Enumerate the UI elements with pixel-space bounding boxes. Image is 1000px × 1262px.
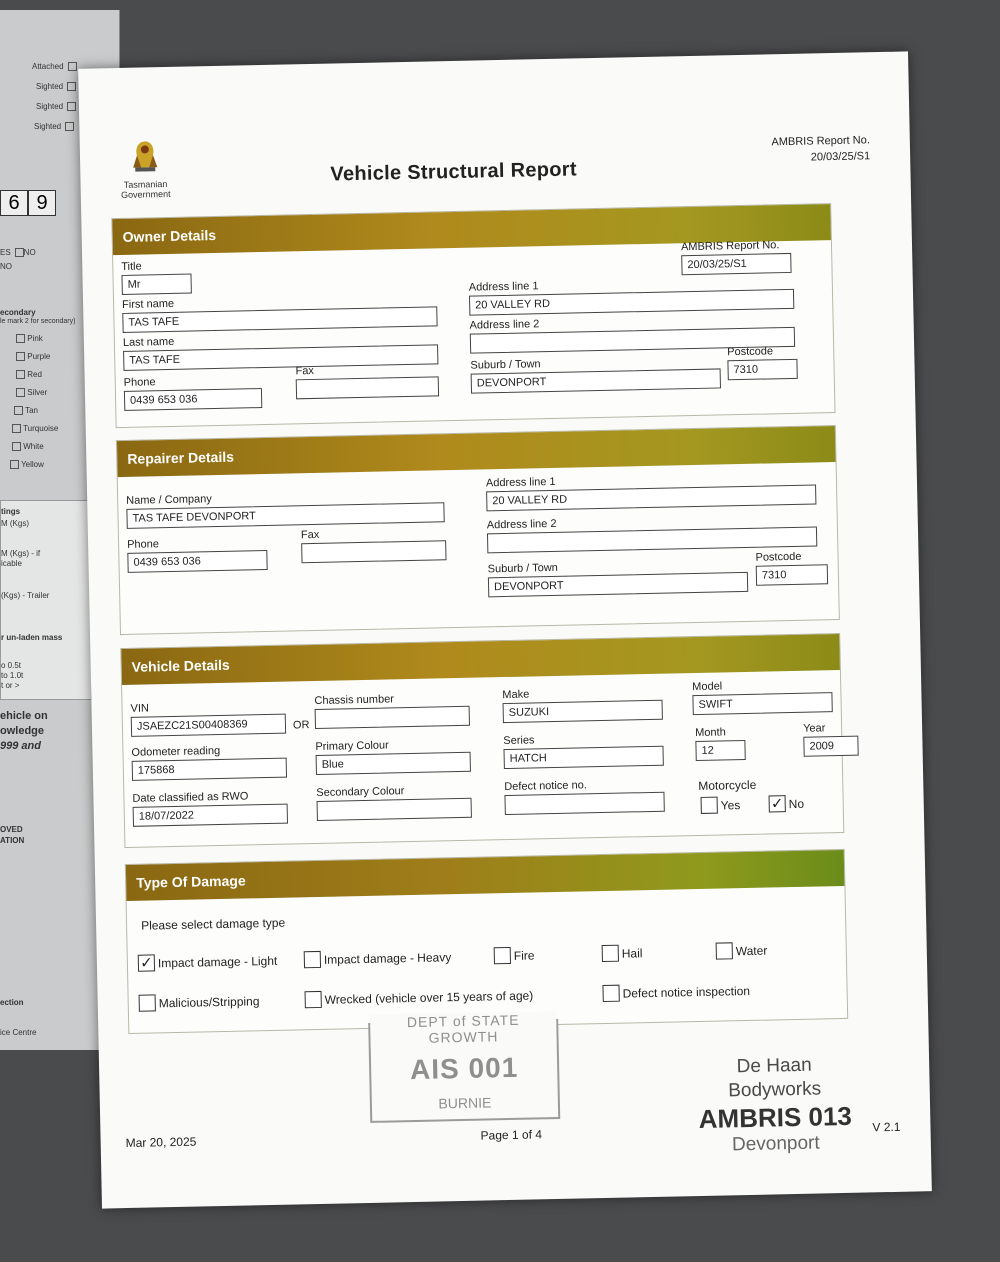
field-value[interactable]: JSAEZC21S00408369 — [131, 714, 286, 737]
field-value[interactable]: DEVONPORT — [488, 572, 748, 597]
stamp-business-name: De Haan — [736, 1054, 812, 1078]
unladen-label: r un-laden mass — [1, 633, 63, 642]
attached-label: Attached — [32, 62, 77, 71]
owner-details-heading: Owner Details — [112, 204, 831, 255]
checkbox-label: Hail — [621, 945, 643, 961]
knowledge-text: owledge — [0, 725, 45, 737]
field-value[interactable]: 20 VALLEY RD — [469, 289, 794, 316]
model-field[interactable] — [692, 678, 833, 715]
field-label: Name / Company — [126, 493, 212, 507]
field-value[interactable]: TAS TAFE DEVONPORT — [126, 502, 444, 529]
damage-wrecked-checkbox[interactable] — [305, 986, 534, 1008]
secondary-colour-field[interactable] — [316, 784, 472, 821]
field-value[interactable]: 18/07/2022 — [133, 804, 288, 827]
make-field[interactable] — [502, 686, 663, 723]
colour-item: Red — [12, 370, 42, 379]
mass-range: o 0.5t — [1, 661, 22, 670]
colour-item: Yellow — [6, 460, 44, 469]
owner-report-no-field[interactable] — [681, 239, 792, 275]
vehicle-details-section — [120, 633, 844, 848]
field-label: Postcode — [727, 345, 774, 359]
owner-address1-field[interactable] — [469, 275, 795, 316]
field-label: Defect notice no. — [504, 779, 587, 794]
repairer-postcode-field[interactable] — [755, 550, 828, 586]
field-label: AMBRIS Report No. — [680, 239, 780, 254]
damage-defect-inspection-checkbox[interactable] — [602, 982, 750, 1002]
owner-title-field[interactable] — [121, 259, 192, 294]
checkbox-label: Malicious/Stripping — [158, 993, 260, 1010]
checkbox-label: No — [788, 796, 805, 811]
kgs-if-label: M (Kgs) - if — [1, 549, 41, 558]
field-value[interactable]: TAS TAFE — [123, 344, 438, 371]
month-field[interactable] — [695, 726, 746, 761]
checkbox-square[interactable] — [304, 951, 321, 968]
damage-water-checkbox[interactable] — [716, 942, 768, 960]
field-label: First name — [121, 297, 175, 311]
stamp-ais-text: AIS 001 — [409, 1051, 519, 1086]
field-value[interactable]: Mr — [121, 273, 191, 294]
field-label: Odometer reading — [131, 744, 221, 759]
field-value[interactable]: SUZUKI — [503, 700, 663, 723]
field-value[interactable]: 175868 — [132, 758, 287, 781]
approved-text: OVED — [0, 825, 23, 834]
service-centre-text: ice Centre — [0, 1028, 37, 1037]
damage-hail-checkbox[interactable] — [602, 944, 643, 962]
field-value[interactable]: 20/03/25/S1 — [681, 253, 791, 275]
checkbox-label: Wrecked (vehicle over 15 years of age) — [324, 987, 534, 1007]
checkbox-square[interactable] — [602, 985, 619, 1002]
repairer-name-field[interactable] — [126, 488, 445, 529]
field-label: Address line 1 — [468, 280, 539, 294]
sighted-label: Sighted — [34, 122, 74, 131]
chassis-field[interactable] — [314, 692, 470, 729]
field-label: Address line 1 — [485, 475, 556, 490]
vehicle-structural-report-page — [78, 51, 932, 1208]
footer-version: V 2.1 — [872, 1119, 901, 1135]
report-no-value: 20/03/25/S1 — [810, 150, 871, 164]
field-label: Postcode — [755, 550, 802, 564]
mass-range: to 1.0t — [1, 671, 24, 680]
field-label: Address line 2 — [486, 517, 557, 532]
field-value[interactable]: 7310 — [727, 359, 797, 380]
checkbox-yes[interactable] — [701, 797, 718, 814]
year-field[interactable] — [803, 722, 859, 757]
field-label: Series — [503, 734, 535, 748]
stamp-location-text: BURNIE — [438, 1094, 492, 1112]
checkbox-label: Impact damage - Heavy — [323, 949, 452, 967]
field-label: Suburb / Town — [470, 358, 541, 372]
field-label: Secondary Colour — [316, 785, 405, 799]
damage-fire-checkbox[interactable] — [494, 946, 535, 964]
motorcycle-no-checkbox[interactable] — [769, 795, 805, 813]
header-report-number — [771, 132, 870, 166]
field-value[interactable] — [315, 706, 470, 729]
section-text: ection — [0, 998, 24, 1007]
field-value[interactable]: 0439 653 036 — [124, 388, 262, 411]
mass-panel — [0, 500, 92, 700]
vehicle-on-text: ehicle on — [0, 710, 48, 722]
odometer-field[interactable] — [131, 744, 287, 781]
field-label: Chassis number — [314, 693, 395, 708]
field-label: Last name — [122, 335, 175, 349]
field-value[interactable]: 20 VALLEY RD — [486, 484, 816, 511]
repairer-details-heading: Repairer Details — [117, 426, 836, 477]
owner-details-section — [111, 203, 835, 428]
digit-box: 9 — [28, 190, 56, 216]
repairer-fax-field[interactable] — [301, 526, 447, 563]
repairer-details-section — [116, 425, 840, 635]
checkmark-icon[interactable]: ✓ — [769, 795, 786, 812]
stamp-business-location: Devonport — [731, 1132, 820, 1156]
motorcycle-yes-checkbox[interactable] — [701, 796, 741, 814]
damage-impact-light-checkbox[interactable] — [138, 952, 278, 972]
field-value[interactable]: SWIFT — [692, 692, 832, 715]
business-stamp — [689, 1053, 861, 1159]
damage-impact-heavy-checkbox[interactable] — [304, 948, 452, 968]
checkmark-icon[interactable]: ✓ — [138, 954, 155, 971]
primary-colour-field[interactable] — [315, 738, 471, 775]
checkbox-label: Water — [735, 943, 768, 958]
type-of-damage-section — [125, 849, 848, 1034]
field-label: Month — [695, 726, 726, 740]
tings-label: tings — [1, 507, 21, 516]
colour-item: Purple — [12, 352, 50, 361]
logo-text: Tasmanian Government — [120, 178, 171, 200]
colour-item: Silver — [12, 388, 47, 397]
field-label: Date classified as RWO — [132, 790, 249, 805]
checkbox-label: Fire — [513, 947, 535, 963]
vehicle-details-heading: Vehicle Details — [121, 634, 840, 685]
series-field[interactable] — [503, 732, 664, 769]
checkbox-square[interactable] — [305, 991, 322, 1008]
secondary-label: econdary — [0, 308, 36, 317]
repairer-address1-field[interactable] — [486, 470, 817, 511]
field-label: Make — [502, 688, 530, 702]
kgs-label: M (Kgs) — [1, 519, 29, 528]
digit-box: 6 — [0, 190, 28, 216]
field-label: Address line 2 — [469, 318, 540, 332]
owner-fax-field[interactable] — [295, 362, 439, 399]
damage-prompt: Please select damage type — [140, 915, 286, 933]
repairer-phone-field[interactable] — [127, 536, 268, 573]
owner-postcode-field[interactable] — [727, 345, 798, 380]
field-label: Model — [692, 680, 723, 694]
sighted-label: Sighted — [36, 102, 76, 111]
tasmanian-government-logo — [110, 137, 181, 200]
stamp-business-type: Bodyworks — [728, 1078, 822, 1102]
owner-first-name-field[interactable] — [122, 292, 438, 333]
field-label: Phone — [123, 376, 156, 389]
field-label: Primary Colour — [315, 739, 389, 753]
field-value[interactable] — [317, 798, 472, 821]
year-text: 999 and — [0, 740, 41, 752]
rwo-date-field[interactable] — [132, 790, 288, 827]
checkbox-square[interactable] — [716, 942, 733, 959]
footer-date: Mar 20, 2025 — [125, 1134, 197, 1151]
location-text: ATION — [0, 836, 25, 845]
field-value[interactable]: 0439 653 036 — [127, 550, 267, 573]
coat-of-arms-icon — [127, 137, 164, 178]
or-label: OR — [292, 719, 310, 732]
field-value[interactable]: 12 — [695, 740, 745, 761]
owner-suburb-field[interactable] — [470, 354, 721, 393]
checkbox-label: Defect notice inspection — [622, 983, 751, 1001]
checkbox-square[interactable] — [494, 947, 511, 964]
field-label: Title — [121, 260, 142, 273]
field-value[interactable]: Blue — [316, 752, 471, 775]
field-value[interactable] — [296, 376, 439, 399]
field-value[interactable]: HATCH — [503, 746, 663, 769]
report-no-label: AMBRIS Report No. — [771, 134, 870, 149]
footer-page-number: Page 1 of 4 — [480, 1127, 543, 1143]
owner-phone-field[interactable] — [124, 374, 263, 411]
checkbox-square[interactable] — [602, 945, 619, 962]
no-label: NO — [0, 262, 12, 271]
checkbox-label: Yes — [720, 797, 741, 813]
field-value[interactable] — [487, 526, 817, 553]
field-label: VIN — [130, 702, 150, 715]
vin-field[interactable] — [130, 700, 286, 737]
field-value[interactable]: 7310 — [756, 564, 828, 586]
repairer-suburb-field[interactable] — [488, 558, 749, 597]
field-label: Fax — [300, 528, 320, 542]
cable-label: icable — [1, 559, 22, 568]
trailer-label: (Kgs) - Trailer — [1, 591, 50, 600]
checkbox-square[interactable] — [139, 994, 156, 1011]
field-value[interactable] — [301, 540, 446, 563]
page-title: Vehicle Structural Report — [330, 158, 578, 186]
field-value[interactable]: 2009 — [803, 736, 858, 757]
stamp-dept-text: DEPT of STATE GROWTH — [370, 1011, 557, 1047]
field-label: Phone — [127, 538, 160, 551]
mass-range: t or > — [1, 681, 20, 690]
state-growth-stamp — [368, 1011, 560, 1123]
digit-boxes — [0, 190, 56, 216]
sighted-label: Sighted — [36, 82, 76, 91]
repairer-address2-field[interactable] — [487, 512, 818, 553]
colour-item: White — [8, 442, 44, 451]
colour-item: Pink — [12, 334, 43, 343]
yes-no-label: ES NO — [0, 248, 36, 257]
field-label: Fax — [295, 364, 315, 378]
colour-item: Turquoise — [8, 424, 58, 433]
colour-item: Tan — [10, 406, 38, 415]
stamp-ambris-number: AMBRIS 013 — [698, 1100, 853, 1135]
type-of-damage-heading: Type Of Damage — [126, 850, 845, 901]
secondary-note: le mark 2 for secondary) — [0, 318, 76, 325]
field-value[interactable]: TAS TAFE — [122, 306, 437, 333]
field-label: Year — [803, 722, 826, 735]
checkbox-label: Impact damage - Light — [157, 953, 278, 970]
damage-malicious-checkbox[interactable] — [139, 992, 260, 1012]
field-value[interactable]: DEVONPORT — [471, 368, 721, 393]
field-label: Suburb / Town — [487, 561, 558, 576]
defect-notice-field[interactable] — [504, 778, 665, 815]
motorcycle-label: Motorcycle — [698, 777, 757, 793]
field-value[interactable] — [504, 792, 664, 815]
